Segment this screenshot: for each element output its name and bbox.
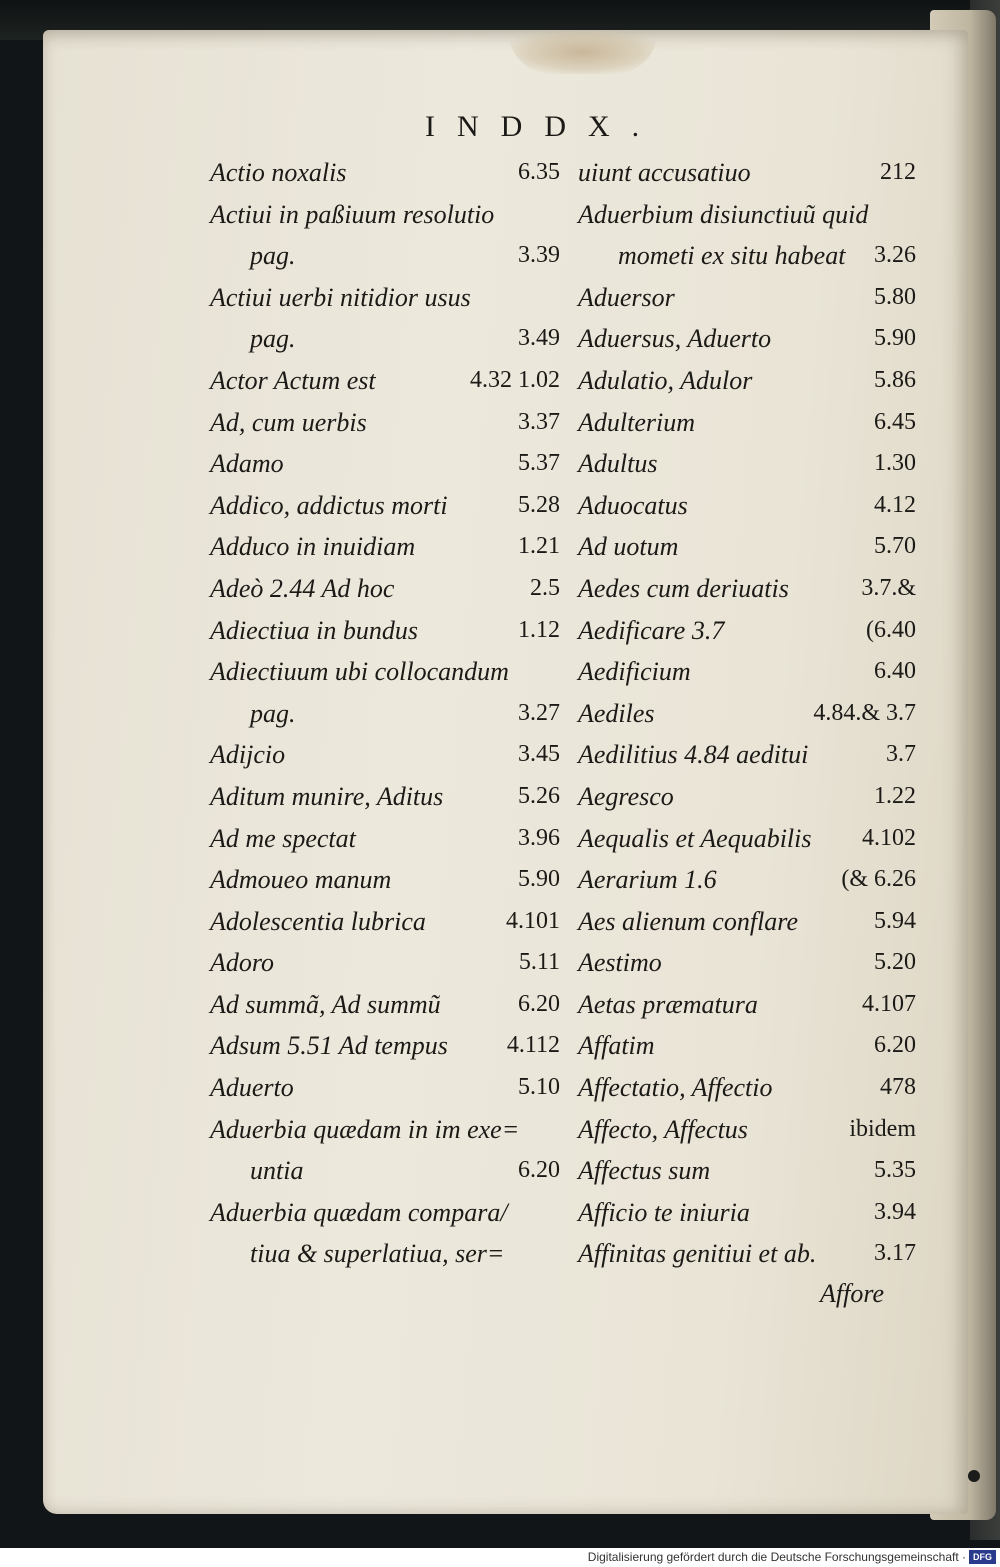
index-term: Aduerbium disiunctiuũ quid bbox=[578, 199, 869, 229]
index-ref: 6.20 bbox=[518, 990, 560, 1017]
index-entry bbox=[578, 443, 916, 485]
index-ref: 3.26 bbox=[874, 242, 916, 269]
index-term: Actiui uerbi nitidior usus bbox=[210, 282, 471, 312]
index-entry bbox=[210, 734, 560, 776]
index-ref: (6.40 bbox=[866, 616, 916, 643]
index-entry bbox=[578, 901, 916, 943]
index-ref: 1.21 bbox=[518, 533, 560, 560]
index-ref: 6.20 bbox=[874, 1032, 916, 1059]
index-entry bbox=[210, 693, 560, 735]
index-ref: 3.7 bbox=[886, 741, 916, 768]
index-term: Adeò 2.44 Ad hoc bbox=[210, 573, 395, 603]
dfg-logo: DFG bbox=[969, 1550, 996, 1564]
index-term: uiunt accusatiuo bbox=[578, 158, 751, 187]
running-head: INDDX. bbox=[425, 110, 662, 143]
index-ref: 3.7.& bbox=[861, 574, 916, 601]
index-term: Ad, cum uerbis bbox=[210, 407, 367, 437]
index-term: Adoro bbox=[210, 948, 275, 978]
index-ref: 5.20 bbox=[874, 949, 916, 976]
index-ref: 4.32 1.02 bbox=[470, 366, 560, 393]
index-entry bbox=[578, 485, 916, 527]
index-term: Adultus bbox=[578, 449, 658, 479]
index-term: Aedificium bbox=[578, 657, 691, 687]
index-term: Aequalis et Aequabilis bbox=[578, 823, 812, 853]
index-entry bbox=[578, 776, 916, 818]
index-entry bbox=[210, 443, 560, 485]
index-ref: 1.30 bbox=[874, 450, 916, 477]
index-entry bbox=[210, 818, 560, 860]
index-entry bbox=[210, 194, 560, 236]
index-ref: 3.17 bbox=[874, 1240, 916, 1267]
index-term: Affectatio, Affectio bbox=[578, 1073, 773, 1103]
index-entry bbox=[578, 859, 916, 901]
index-term: Aduersor bbox=[578, 282, 675, 312]
index-entry bbox=[210, 485, 560, 527]
index-term: Actor Actum est bbox=[210, 365, 376, 395]
index-entry bbox=[578, 194, 916, 236]
index-ref: 3.27 bbox=[518, 699, 560, 726]
index-entry bbox=[210, 526, 560, 568]
index-ref: 212 bbox=[880, 159, 916, 185]
index-ref: 4.12 bbox=[874, 491, 916, 518]
index-entry bbox=[210, 984, 560, 1026]
index-ref: 3.45 bbox=[518, 741, 560, 768]
index-ref: 5.37 bbox=[518, 450, 560, 477]
index-entry bbox=[210, 152, 560, 194]
index-ref: 5.94 bbox=[874, 907, 916, 934]
index-entry bbox=[210, 776, 560, 818]
index-entry bbox=[210, 1233, 560, 1275]
index-term: Aduerbia quædam compara/ bbox=[210, 1197, 508, 1227]
index-ref: 3.37 bbox=[518, 408, 560, 435]
index-entry bbox=[210, 402, 560, 444]
index-ref: ibidem bbox=[849, 1115, 916, 1142]
index-entry bbox=[578, 1150, 916, 1192]
index-term: Ad summã, Ad summũ bbox=[210, 989, 441, 1019]
index-term: Aes alienum conflare bbox=[578, 906, 798, 936]
index-entry bbox=[578, 734, 916, 776]
index-entry bbox=[210, 942, 560, 984]
index-term: Actiui in paßiuum resolutio bbox=[210, 199, 495, 229]
index-term: Aerarium 1.6 bbox=[578, 865, 717, 895]
index-term: Aedes cum deriuatis bbox=[578, 573, 789, 603]
index-term: Aduerbia quædam in im exe= bbox=[210, 1114, 520, 1144]
index-ref: 6.40 bbox=[874, 658, 916, 685]
index-entry bbox=[210, 901, 560, 943]
index-ref: 5.11 bbox=[518, 949, 560, 976]
index-term: Aditum munire, Aditus bbox=[210, 781, 444, 811]
index-term: Ad me spectat bbox=[210, 823, 356, 853]
index-entry bbox=[210, 859, 560, 901]
index-term: Aedilitius 4.84 aeditui bbox=[578, 740, 809, 770]
index-ref: 4.102 bbox=[862, 824, 916, 851]
index-entry bbox=[578, 1233, 916, 1275]
index-ref: 1.22 bbox=[874, 782, 916, 809]
index-entry bbox=[578, 1067, 916, 1109]
index-term: tiua & superlatiua, ser= bbox=[250, 1239, 505, 1269]
index-entry bbox=[578, 610, 916, 652]
index-term: pag. bbox=[250, 324, 296, 354]
index-entry bbox=[210, 610, 560, 652]
index-ref: 5.90 bbox=[518, 866, 560, 893]
index-entry bbox=[210, 277, 560, 319]
funding-credit: Digitalisierung gefördert durch die Deutsche Forschungsgemeinschaft · bbox=[587, 1550, 966, 1564]
index-ref: 4.107 bbox=[862, 990, 916, 1017]
index-entry bbox=[578, 235, 916, 277]
index-entry bbox=[210, 568, 560, 610]
index-ref: 5.80 bbox=[874, 283, 916, 310]
index-term: Affectus sum bbox=[578, 1156, 711, 1186]
index-term: Aedificare 3.7 bbox=[578, 615, 725, 645]
index-entry bbox=[578, 568, 916, 610]
index-ref: 478 bbox=[880, 1074, 916, 1101]
index-term: Aediles bbox=[578, 698, 655, 728]
index-term: Actio noxalis bbox=[210, 158, 347, 187]
index-entry bbox=[210, 1025, 560, 1067]
index-entry bbox=[578, 1109, 916, 1151]
index-term: Aduerto bbox=[210, 1073, 294, 1103]
index-ref: 6.20 bbox=[518, 1157, 560, 1184]
index-term: Adulterium bbox=[578, 407, 695, 437]
index-entry bbox=[578, 818, 916, 860]
index-term: Adiectiua in bundus bbox=[210, 615, 418, 645]
index-ref: 5.86 bbox=[874, 366, 916, 393]
index-entry bbox=[578, 1192, 916, 1234]
index-column-right bbox=[578, 152, 916, 1275]
index-term: Adamo bbox=[210, 449, 284, 479]
index-term: Affecto, Affectus bbox=[578, 1114, 748, 1144]
index-ref: 4.84.& 3.7 bbox=[813, 699, 916, 726]
index-term: pag. bbox=[250, 241, 296, 271]
index-ref: 3.94 bbox=[874, 1198, 916, 1225]
index-ref: (& 6.26 bbox=[841, 866, 916, 893]
index-term: Adulatio, Adulor bbox=[578, 365, 753, 395]
index-entry bbox=[578, 942, 916, 984]
index-term: Aestimo bbox=[578, 948, 662, 978]
index-term: untia bbox=[250, 1156, 304, 1186]
index-term: Affatim bbox=[578, 1031, 655, 1061]
index-ref: 5.35 bbox=[874, 1157, 916, 1184]
index-ref: 3.39 bbox=[518, 242, 560, 269]
index-term: Affinitas genitiui et ab. bbox=[578, 1239, 817, 1269]
index-entry bbox=[578, 277, 916, 319]
index-ref: 6.35 bbox=[518, 159, 560, 185]
index-entry bbox=[578, 984, 916, 1026]
index-ref: 4.101 bbox=[506, 907, 560, 934]
page-stain bbox=[508, 30, 658, 74]
index-ref: 4.112 bbox=[506, 1032, 560, 1059]
index-ref: 5.10 bbox=[518, 1074, 560, 1101]
index-entry bbox=[578, 360, 916, 402]
index-entry bbox=[578, 693, 916, 735]
index-term: Adduco in inuidiam bbox=[210, 532, 416, 562]
index-entry bbox=[578, 526, 916, 568]
index-ref: 3.96 bbox=[518, 824, 560, 851]
index-term: Ad uotum bbox=[578, 532, 679, 562]
index-term: mometi ex situ habeat bbox=[618, 241, 846, 271]
index-term: Aetas præmatura bbox=[578, 989, 758, 1019]
index-entry bbox=[210, 1067, 560, 1109]
index-column-left bbox=[210, 152, 560, 1275]
index-entry bbox=[578, 152, 916, 194]
index-entry bbox=[210, 1109, 560, 1151]
page-hole bbox=[968, 1470, 980, 1482]
index-term: Admoueo manum bbox=[210, 865, 392, 895]
index-entry bbox=[578, 318, 916, 360]
index-entry bbox=[210, 235, 560, 277]
index-term: Adiectiuum ubi collocandum bbox=[210, 657, 509, 687]
index-term: Addico, addictus morti bbox=[210, 490, 448, 520]
index-ref: 1.12 bbox=[518, 616, 560, 643]
index-term: Aegresco bbox=[578, 781, 674, 811]
index-term: Aduersus, Aduerto bbox=[578, 324, 772, 354]
index-ref: 2.5 bbox=[530, 574, 560, 601]
index-ref: 5.70 bbox=[874, 533, 916, 560]
index-term: Afficio te iniuria bbox=[578, 1197, 750, 1227]
index-ref: 5.26 bbox=[518, 782, 560, 809]
index-entry bbox=[210, 651, 560, 693]
index-ref: 5.28 bbox=[518, 491, 560, 518]
index-ref: 3.49 bbox=[518, 325, 560, 352]
index-entry bbox=[210, 1150, 560, 1192]
index-ref: 6.45 bbox=[874, 408, 916, 435]
index-entry bbox=[578, 1025, 916, 1067]
index-entry bbox=[578, 402, 916, 444]
index-term: Adsum 5.51 Ad tempus bbox=[210, 1031, 448, 1061]
index-ref: 5.90 bbox=[874, 325, 916, 352]
index-term: pag. bbox=[250, 698, 296, 728]
index-term: Aduocatus bbox=[578, 490, 688, 520]
index-term: Adijcio bbox=[210, 740, 286, 770]
index-entry bbox=[210, 360, 560, 402]
catchword: Affore bbox=[820, 1279, 885, 1308]
index-entry bbox=[210, 318, 560, 360]
index-entry bbox=[210, 1192, 560, 1234]
index-entry bbox=[578, 651, 916, 693]
index-term: Adolescentia lubrica bbox=[210, 906, 426, 936]
